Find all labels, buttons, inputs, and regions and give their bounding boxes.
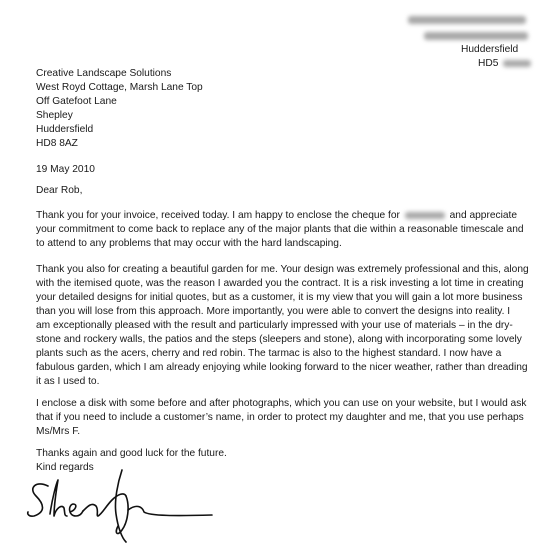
sender-town: Huddersfield — [461, 44, 519, 55]
closing-line: Kind regards — [36, 462, 94, 473]
signature-stroke — [128, 506, 212, 515]
paragraph-line: I enclose a disk with some before and after photographs, which you can use on your website, but I would ask — [36, 398, 527, 409]
recipient-line: Off Gatefoot Lane — [36, 96, 117, 107]
paragraph-line: stone and rockery walls, the patios and the steps (sleepers and stone), along with incorporating some lovely — [36, 334, 522, 345]
signature-stroke — [28, 484, 48, 516]
redaction-block — [503, 60, 531, 67]
closing-line: Thanks again and good luck for the future. — [36, 448, 227, 459]
sender-postcode: HD5 — [478, 57, 531, 70]
signature-stroke — [50, 480, 67, 516]
letter-date: 19 May 2010 — [36, 164, 95, 175]
paragraph-line: fabulous garden, which I am already enjoying while looking forward to the nicer weather, rather than dreading — [36, 362, 528, 373]
paragraph-line: am exceptionally pleased with the result and particularly impressed with your use of materials – in the dry- — [36, 320, 513, 331]
signature — [26, 466, 216, 546]
paragraph-line: to attend to any problems that may occur with the hard landscaping. — [36, 238, 342, 249]
paragraph-line: your detailed designs for initial quotes, but as a customer, it is my view that you will gain a lot more business — [36, 292, 523, 303]
signature-stroke — [83, 494, 126, 516]
paragraph-line: your commitment to come back to replace any of the major plants that die within a reasonable timescale and — [36, 224, 524, 235]
recipient-line: HD8 8AZ — [36, 138, 78, 149]
sender-line-redacted — [424, 30, 528, 43]
paragraph-line: plants such as the acers, cherry and red robin. The tarmac is also to the highest standard. I now have a — [36, 348, 502, 359]
redaction-block — [405, 212, 445, 219]
paragraph-line: than you will lose from this approach. More importantly, you were able to convert the designs into reality. I — [36, 306, 511, 317]
paragraph-line: Thank you for your invoice, received today. I am happy to enclose the cheque for and appreciate — [36, 210, 518, 221]
redaction-block — [424, 32, 528, 40]
paragraph-line: with the itemised quote, was the reason I awarded you the contract. It is a risk investing a lot time in creating — [36, 278, 524, 289]
paragraph-line: Thank you also for creating a beautiful garden for me. Your design was extremely professional and this, along — [36, 264, 529, 275]
paragraph-line: Ms/Mrs F. — [36, 426, 81, 437]
paragraph-line: that if you need to include a customer’s name, in order to protect my daughter and me, that you use perhaps — [36, 412, 524, 423]
paragraph-line: it as I used to. — [36, 376, 100, 387]
recipient-line: Huddersfield — [36, 124, 94, 135]
salutation: Dear Rob, — [36, 185, 83, 196]
recipient-line: Creative Landscape Solutions — [36, 68, 172, 79]
recipient-line: Shepley — [36, 110, 73, 121]
recipient-line: West Royd Cottage, Marsh Lane Top — [36, 82, 203, 93]
redaction-block — [408, 16, 526, 24]
sender-line-redacted — [408, 14, 526, 27]
signature-stroke — [70, 504, 83, 516]
